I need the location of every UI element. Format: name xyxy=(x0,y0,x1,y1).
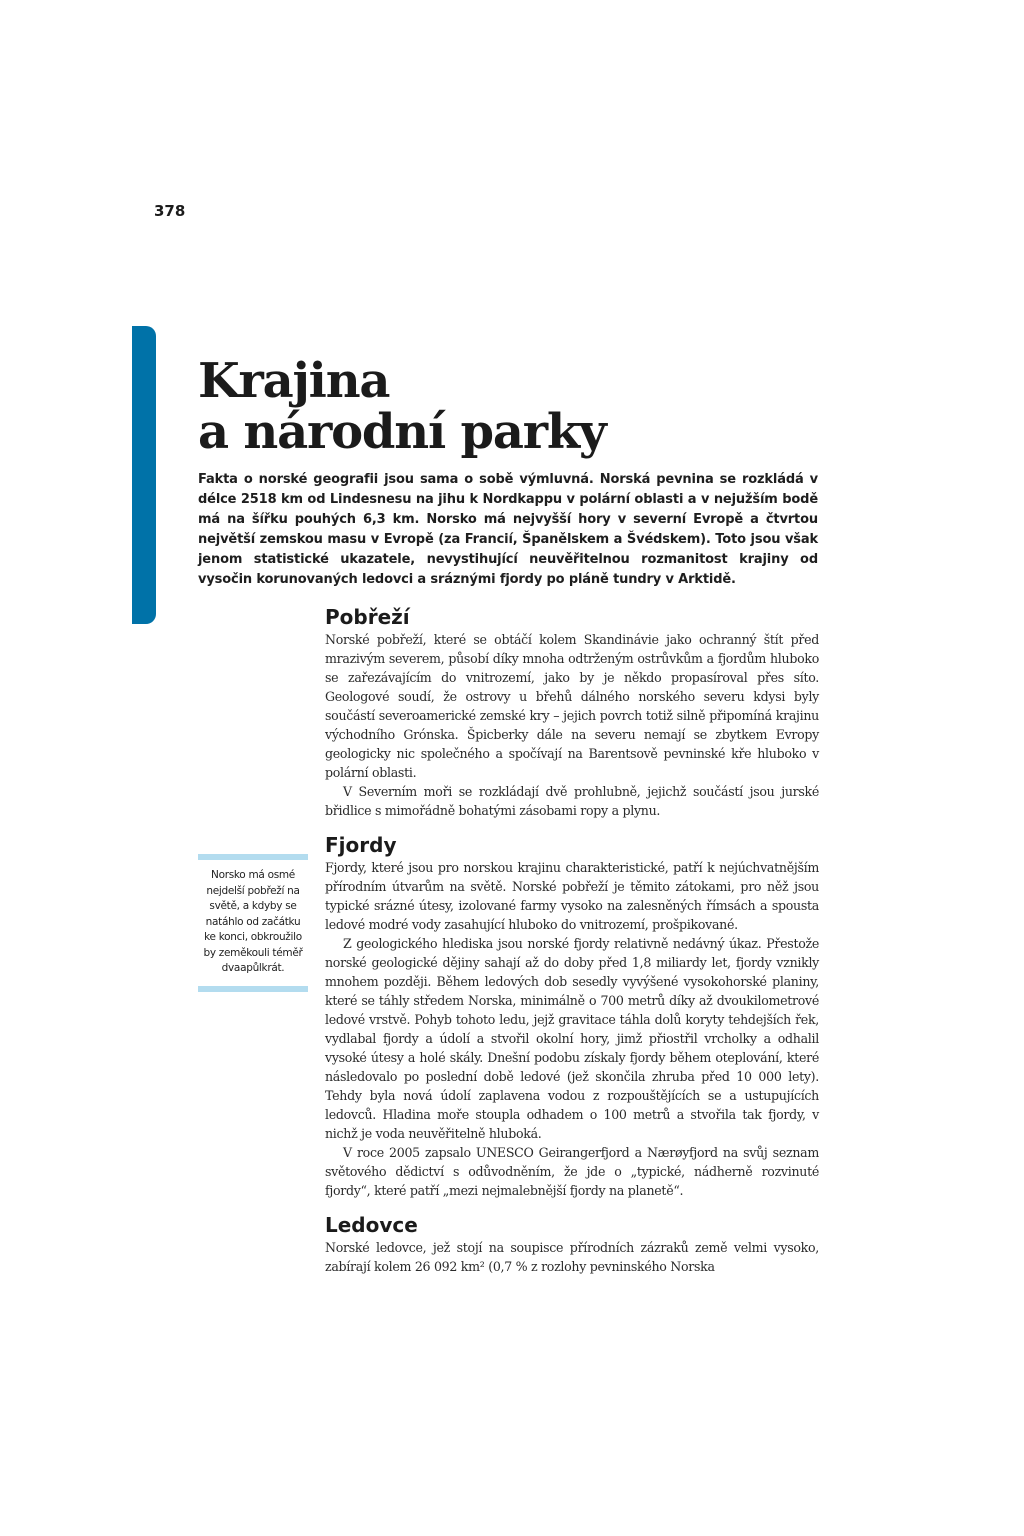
sidebar-bottom-rule xyxy=(198,986,308,992)
sidebar-top-rule xyxy=(198,854,308,860)
sidebar-text: Norsko má osmé nejdelší pobřeží na světě, a kdyby se natáhlo od začátku ke konci, obkroužilo by zeměkouli téměř dvaapůlkrát. xyxy=(203,869,303,974)
chapter-title-line-1: Krajina xyxy=(198,353,390,409)
paragraph: V Severním moři se rozkládají dvě prohlubně, jejichž součástí jsou jurské břidlice s mimořádně bohatými zásobami ropy a plynu. xyxy=(325,784,819,818)
section-ledovce xyxy=(325,1212,819,1276)
paragraph: Norské pobřeží, které se obtáčí kolem Skandinávie jako ochranný štít před mrazivým severem, působí díky mnoha odtrženým ostrůvkům a fjordům hluboko se zařezávajícím do vnitrozemí, jako by je někdo propasíroval přes síto. Geologové soudí, že ostrovy u břehů dálného norského severu kdysi byly součástí severoamerické zemské kry – jejich povrch totiž silně připomíná krajinu východního Grónska. Špicberky dále na severu nemají se zbytkem Evropy geologicky nic společného a spočívají na Barentsově pevninské kře hluboko v polární oblasti. xyxy=(325,632,819,780)
paragraph: V roce 2005 zapsalo UNESCO Geirangerfjord a Nærøyfjord na svůj seznam světového dědictví s odůvodněním, že jde o „typické, nádherně rozvinuté fjordy“, které patří „mezi nejmalebnější fjordy na planetě“. xyxy=(325,1145,819,1198)
chapter-intro: Fakta o norské geografii jsou sama o sobě výmluvná. Norská pevnina se rozkládá v délce 2518 km od Lindesnesu na jihu k Nordkappu v polární oblasti a v nejužším bodě má na šířku pouhých 6,3 km. Norsko má nejvyšší hory v severní Evropě a čtvrtou největší zemskou masu v Evropě (za Francií, Španělskem a Švédskem). Toto jsou však jenom statistické ukazatele, nevystihující neuvěřitelnou rozmanitost krajiny od vysočin korunovaných ledovci a sráznými fjordy po pláně tundry v Arktidě. xyxy=(198,472,818,587)
section-heading: Pobřeží xyxy=(325,605,410,629)
page-number: 378 xyxy=(154,202,186,220)
paragraph: Z geologického hlediska jsou norské fjordy relativně nedávný úkaz. Přestože norské geologické dějiny sahají až do doby před 1,8 miliardy let, fjordy vznikly mnohem později. Během ledových dob sesedly vyvýšené vysokohorské planiny, které se táhly středem Norska, minimálně o 700 metrů díky až dvoukilometrové ledové vrstvě. Pohyb tohoto ledu, jejž gravitace táhla dolů koryty tehdejších řek, vydlabal fjordy a údolí a stvořil okolní hory, jimž přiostřil vrcholky a odhalil vysoké útesy a holé skály. Dnešní podobu získaly fjordy během oteplování, které následovalo po poslední době ledové (jež skončila zhruba před 10 000 lety). Tehdy byla nová údolí zaplavena vodou z rozpouštějících se a ustupujících ledovců. Hladina moře stoupla odhadem o 100 metrů a stvořila tak fjordy, v nichž je voda neuvěřitelně hluboká. xyxy=(325,936,819,1141)
section-heading: Ledovce xyxy=(325,1213,418,1237)
paragraph: Fjordy, které jsou pro norskou krajinu charakteristické, patří k nejúchvatnějším přírodním útvarům na světě. Norské pobřeží je těmito zátokami, pro něž jsou typické srázné útesy, izolované farmy vysoko na zalesněných římsách a spousta ledové modré vody zasahující hluboko do vnitrozemí, prošpikované. xyxy=(325,860,819,932)
section-heading: Fjordy xyxy=(325,833,397,857)
section-fjordy xyxy=(325,832,819,1200)
sidebar-fact-box xyxy=(198,854,308,992)
chapter-title xyxy=(198,353,818,460)
section-pobrezi xyxy=(325,604,819,820)
chapter-accent-bar xyxy=(132,326,156,624)
paragraph: Norské ledovce, jež stojí na soupisce přírodních zázraků země velmi vysoko, zabírají kolem 26 092 km² (0,7 % z rozlohy pevninského Norska xyxy=(325,1240,819,1274)
main-column xyxy=(325,604,819,1276)
chapter-title-line-2: a národní parky xyxy=(198,404,606,460)
